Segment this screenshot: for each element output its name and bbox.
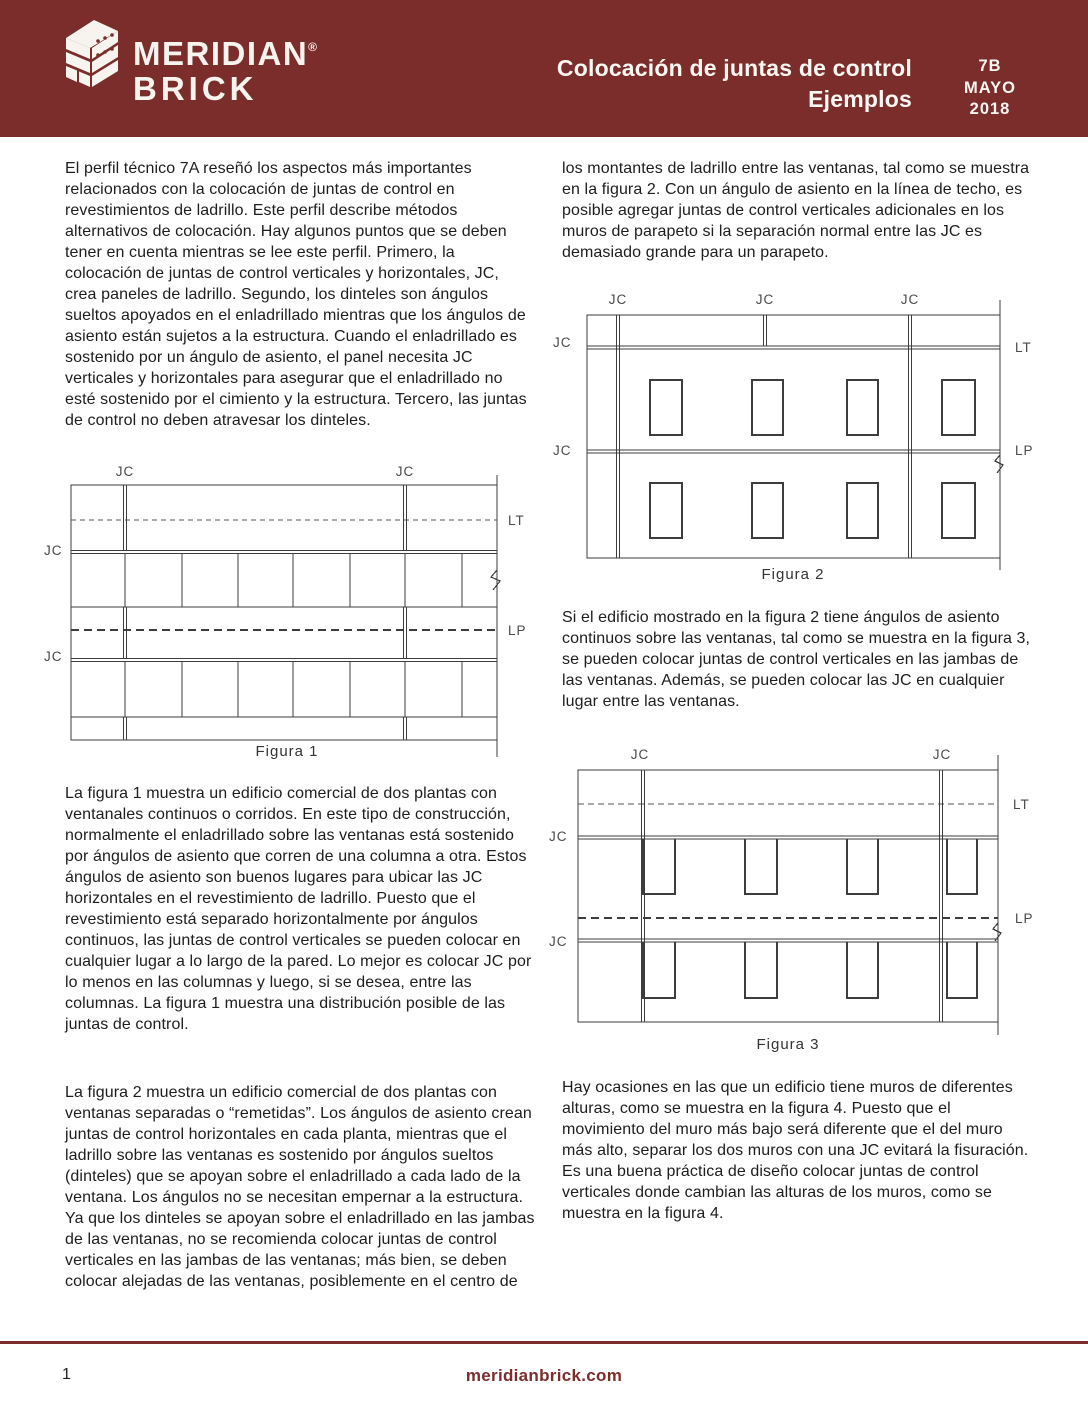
jc-label: JC [44, 543, 63, 558]
jc-label: JC [630, 747, 650, 762]
figura-1-diagram [40, 462, 530, 762]
logo-word-meridian: MERIDIAN [133, 35, 309, 72]
left-paragraph-3: La figura 2 muestra un edificio comercial de dos plantas con ventanas separadas o “remetidas”. Los ángulos de asiento crean juntas de control horizontales en cada planta, mientras que el ladrillo sobre las ventanas es sostenido por ángulos sueltos (dinteles) que se apoyan sobre el enladrillado a cada lado de la ventana. Los ángulos no se necesitan empernar a la estructura. Ya que los dinteles se apoyan sobre el enladrillado en las jambas de las ventanas, no se recomienda colocar juntas de control verticales en las jambas de las ventanas; más bien, se deben colocar alejadas de las ventanas, posiblemente en el centro de [65, 1084, 535, 1290]
jc-label: JC [932, 747, 952, 762]
logo-word-brick: BRICK [133, 70, 258, 107]
lp-label: LP [1015, 443, 1034, 458]
lp-label: LP [508, 623, 527, 638]
figure-caption: Figura 2 [761, 566, 825, 583]
jc-label: JC [755, 292, 775, 307]
website-link[interactable]: meridianbrick.com [465, 1366, 623, 1385]
left-paragraph-2: La figura 1 muestra un edificio comercial de dos plantas con ventanales continuos o corridos. En este tipo de construcción, normalmente el enladrillado sobre las ventanas está sostenido por ángulos de asiento que corren de una columna a otra. Estos ángulos de asiento son buenos lugares para ubicar las JC horizontales en el revestimiento de ladrillo. Puesto que el revestimiento está separado horizontalmente por ángulos continuos, las juntas de control verticales se pueden colocar en cualquier lugar a lo largo de la pared. Lo mejor es colocar JC por lo menos en las columnas y luego, si se desea, entre las columnas. La figura 1 muestra una distribución posible de las juntas de control. [65, 785, 532, 1033]
logo-wordmark [133, 30, 317, 107]
jc-label: JC [900, 292, 920, 307]
jc-label: JC [44, 649, 63, 664]
document-subtitle: Ejemplos [808, 86, 912, 112]
right-paragraph-3: Hay ocasiones en las que un edificio tiene muros de diferentes alturas, como se muestra en la figura 4. Puesto que el movimiento del muro más bajo será diferente que el del muro más alto, separar los dos muros con una JC evitará la fisuración. Es una buena práctica de diseño colocar juntas de control verticales donde cambian las alturas de los muros, como se muestra en la figura 4. [562, 1079, 1029, 1222]
left-paragraph-1: El perfil técnico 7A reseñó los aspectos más importantes relacionados con la colocación de juntas de control en revestimientos de ladrillo. Este perfil describe métodos alternativos de colocación. Hay algunos puntos que se deben tener en cuenta mientras se lee este perfil. Primero, la colocación de juntas de control verticales y horizontales, JC, crea paneles de ladrillo. Segundo, los dinteles son ángulos sueltos apoyados en el enladrillado mientras que los ángulos de asiento están sujetos a la estructura. Cuando el enladrillado es sostenido por un ángulo de asiento, el panel necesita JC verticales y horizontales para asegurar que el enladrillado no esté sostenido por el cimiento y la estructura. Tercero, las juntas de control no deben atravesar los dinteles. [65, 160, 527, 429]
lp-label: LP [1015, 911, 1034, 926]
right-paragraph-2: Si el edificio mostrado en la figura 2 tiene ángulos de asiento continuos sobre las ventanas, tal como se muestra en la figura 3, se pueden colocar juntas de control verticales en las jambas de las ventanas. Además, se pueden colocar las JC en cualquier lugar entre las ventanas. [562, 609, 1031, 710]
header-band [0, 0, 1088, 137]
document-title: Colocación de juntas de control [556, 55, 912, 81]
registered-mark: ® [308, 40, 318, 54]
lt-label: LT [1015, 340, 1032, 355]
right-paragraph-1: los montantes de ladrillo entre las ventanas, tal como se muestra en la figura 2. Con un ángulo de asiento en la línea de techo, es posible agregar juntas de control verticales adicionales en los muros de parapeto si la separación normal entre las JC es demasiado grande para un parapeto. [562, 160, 1030, 261]
figure-caption: Figura 3 [756, 1036, 820, 1053]
figure-caption: Figura 1 [255, 743, 319, 760]
doc-month: MAYO [964, 78, 1016, 97]
lt-label: LT [1013, 797, 1030, 812]
jc-label: JC [549, 829, 568, 844]
figura-3-diagram [545, 745, 1045, 1060]
jc-label: JC [115, 464, 135, 479]
page-number: 1 [62, 1366, 71, 1383]
document-title-block [557, 53, 912, 115]
brick-stack-icon [58, 12, 124, 100]
jc-label: JC [549, 934, 568, 949]
jc-label: JC [608, 292, 628, 307]
doc-code: 7B [978, 57, 1002, 75]
figura-2-diagram [545, 290, 1045, 585]
jc-label: JC [553, 443, 572, 458]
doc-year: 2018 [969, 100, 1011, 118]
footer-divider [0, 1341, 1088, 1344]
jc-label: JC [395, 464, 415, 479]
meridian-brick-logo [58, 12, 317, 107]
doc-info-block [948, 56, 1032, 121]
lt-label: LT [508, 513, 525, 528]
jc-label: JC [553, 335, 572, 350]
